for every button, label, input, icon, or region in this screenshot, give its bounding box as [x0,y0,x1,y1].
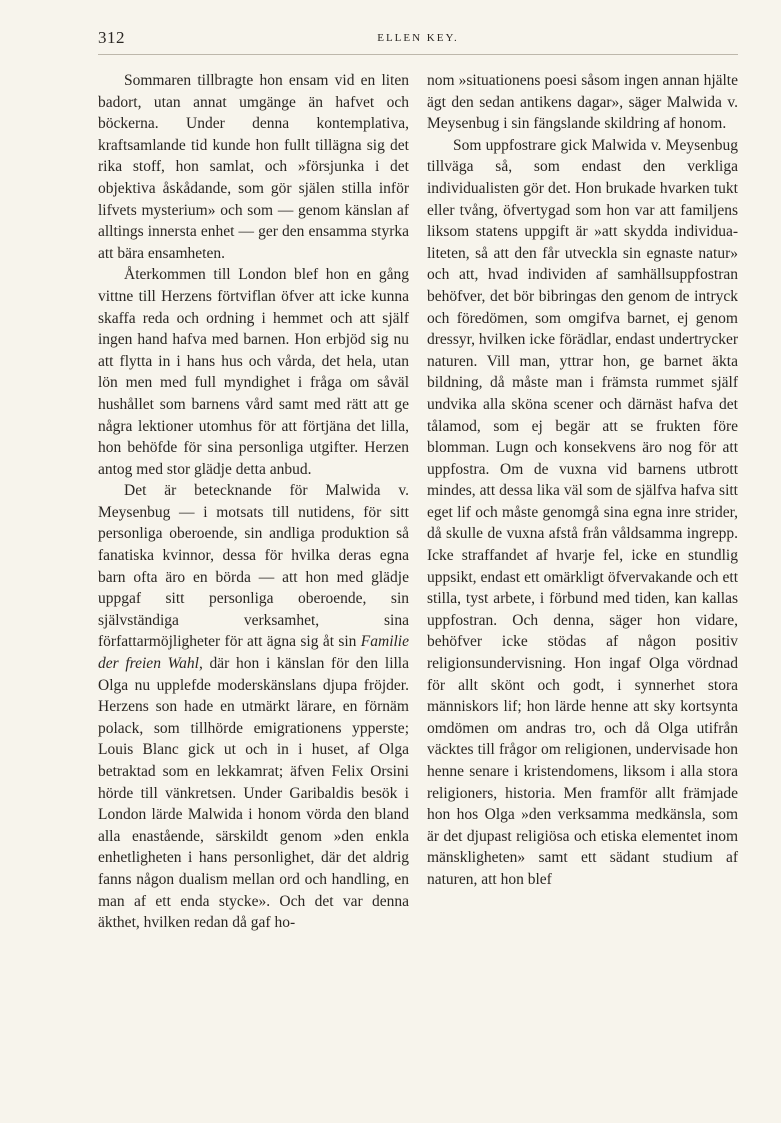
italic-title: Familie der freien Wahl [98,633,409,673]
running-head: ELLEN KEY. [377,32,459,44]
paragraph: Sommaren tillbragte hon ensam vid en liten badort, utan annat umgänge än hafvet och böckerna. Under denna kontemplativa, kraftsamlande tid kunde hon fullt tillägna sig det rika stoff, hon samlat, och »försjunka i det objektiva åskådande, som gör själen stilla inför lifvets mysterium» och som — genom känslan af alltings innersta enhet — ger den ensamma styrka att bära ensamheten. [98,72,409,262]
text-span: , där hon i känslan för den lilla Olga nu upplefde moderskänslans djupa fröjder. Herzens son hade en utmärkt lärare, en förnäm polack, som tillhörde emigrationens ypperste; Louis Blanc gick ut och in i huset, af Olga betraktad som en lekkamrat; äfven Felix Orsini hörde till vänkretsen. Under Garibaldis besök i London lärde Malwida i honom vörda den bland alla enastående, särskildt genom »den enkla enhetligheten i hans personlighet, där det aldrig fanns någon dualism mellan ord och handling, en man af ett enda stycke». Och det var denna äkthet, hvilken redan då gaf ho- [98,655,409,932]
paragraph [98,480,409,933]
page-header [98,28,738,55]
paragraph: Återkommen till London blef hon en gång vittne till Herzens förtviflan öfver att icke kunna skaffa reda och ordning i hemmet och att själf ingen hand hafva med barnen. Hon erbjöd sig nu att flytta in i hans hus och vårda, det hela, utan lön men med full myndighet i fråga om såväl hushållet som barnens vård samt med rätt att ge några lektioner utomhus för att förtjäna det lilla, hon behöfde för sina personliga utgifter. Herzen antog med stor glädje detta anbud. [98,266,409,478]
text-span: Det är betecknande för Malwida v. Meysenbug — i motsats till nutidens, för sitt personliga oberoende, sin andliga produktion så fanatiska kvinnor, dessa för hvilka deras egna barn ofta äro en börda — att hon med glädje uppgaf sitt personliga oberoende, sin självständiga verksamhet, sina författarmöjligheter för att ägna sig åt sin [98,482,409,651]
paragraph: Som uppfostrare gick Malwida v. Meysenbug tillväga så, som endast den verkliga individualisten gör det. Hon brukade hvarken tukt eller tvång, öfvertygad som hon var att familjens liksom statens uppgift är »att skydda individualiteten, så att den får utveckla sin egnaste natur» och att, hvad individen af samhällsuppfostran behöfver, det bör bibringas den genom de intryck och föredömen, som omgifva barnet, ej genom dressyr, hvilken icke förädlar, endast undertrycker naturen. Vill man, yttrar hon, ge barnet äkta bildning, då måste man i främsta rummet själf undvika alla sköna scener och därnäst hafva det tålamod, som ej begär att se frukten före blomman. Lugn och konsekvens äro nog för att uppfostra. Om de vuxna vid barnens utbrott mindes, att dessa lika väl som de själfva hafva sitt eget lif och måste genomgå sina egna inre strider, då skulle de vuxna afstå från våldsamma ingrepp. Icke straffandet af hvarje fel, icke en stundlig uppsikt, endast ett omärkligt öfvervakande och ett stilla, tyst arbete, i förbund med tiden, kan kallas uppfostran. Och denna, säger hon vidare, behöfver icke stödas af någon positiv religionsundervisning. Hon ingaf Olga vördnad för allt skönt och godt, i synnerhet stora människors lif; hon lärde henne att sky kortsynta omdömen om andras tro, och då Olga utifrån väcktes till frågor om religionen, undervisade hon henne senare i kristendomens, liksom i alla stora religioners, historia. Men framför allt främjade hon hos Olga »den verksamma medkänsla, som är det djupast religiösa och etiska elementet inom mänskligheten» samt ett sädant studium af naturen, att hon blef [427,136,738,888]
paragraph: nom »situationens poesi såsom ingen annan hjälte ägt den sedan antikens dagar», säger Malwida v. Meysenbug i sin fängslande skildring af honom. [427,72,738,133]
right-column [427,70,738,891]
page-number: 312 [98,28,125,47]
left-column [98,70,409,934]
